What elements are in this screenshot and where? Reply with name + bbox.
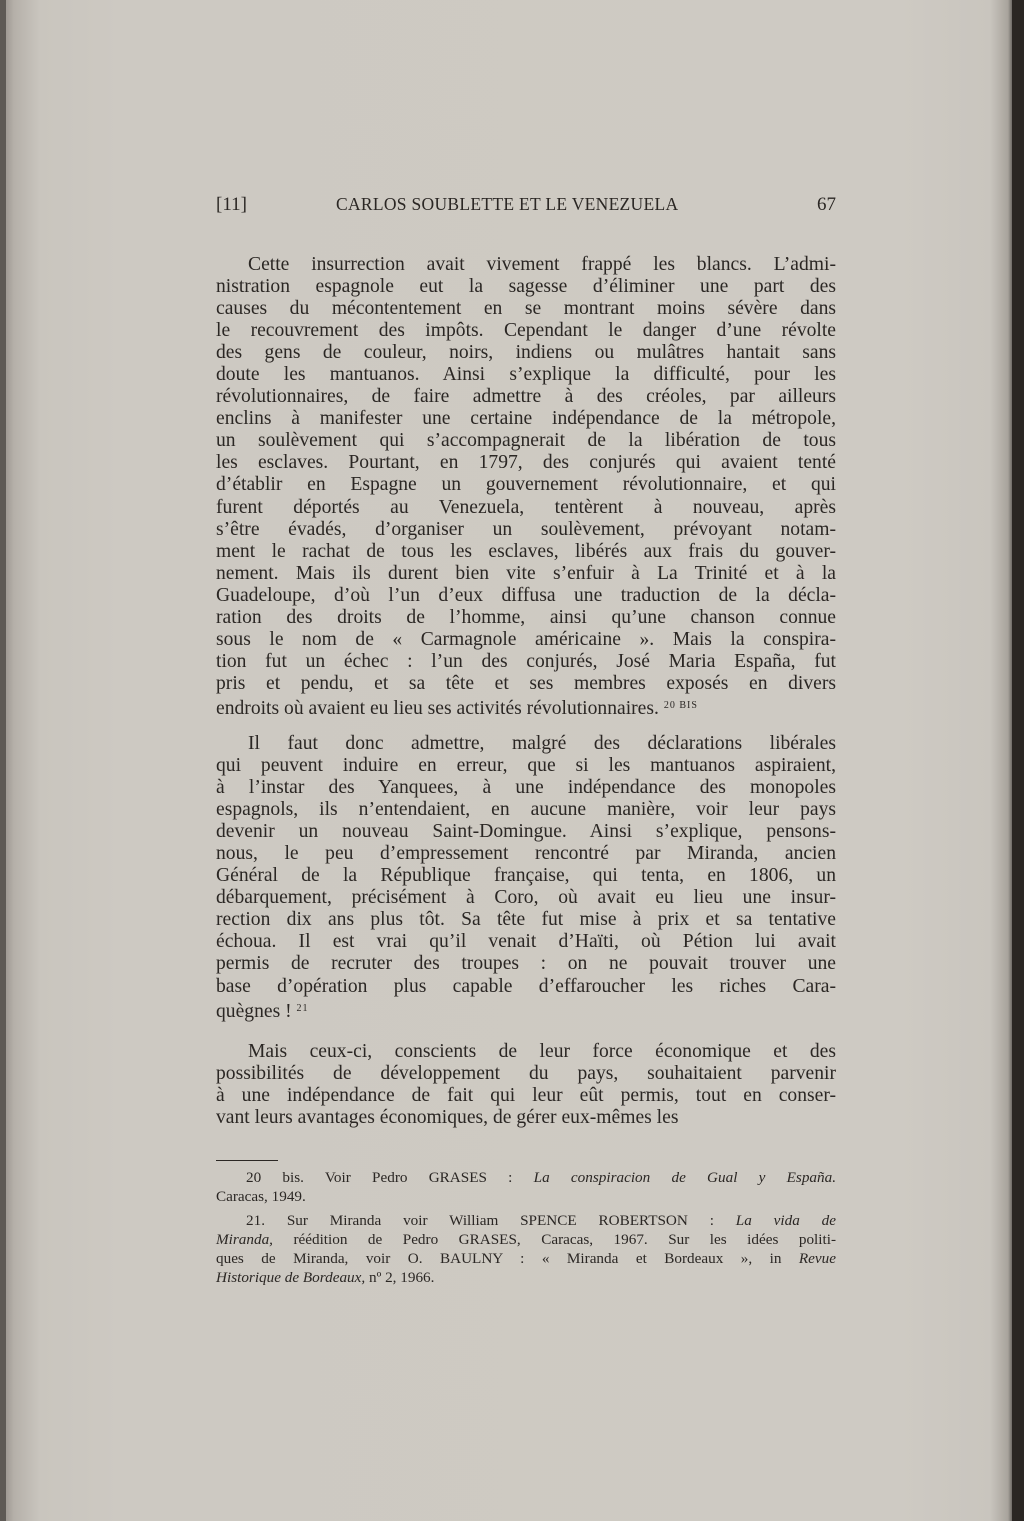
- text-line: [216, 651, 836, 673]
- text-line: [216, 452, 836, 474]
- text-line: [216, 408, 836, 430]
- line-text: causes du mécontentement en se montrant moins sévère dans: [216, 298, 836, 320]
- line-text: débarquement, précisément à Coro, où avait eu lieu une insur-: [216, 887, 836, 909]
- line-text: possibilités de développement du pays, souhaitaient parvenir: [216, 1063, 836, 1085]
- line-text: base d’opération plus capable d’effaroucher les riches Cara-: [216, 975, 836, 997]
- text-line: [216, 342, 836, 364]
- text-line: [216, 909, 836, 931]
- line-text: échoua. Il est vrai qu’il venait d’Haïti, où Pétion lui avait: [216, 931, 836, 953]
- footnote-rule: [216, 1160, 278, 1161]
- text-line: [216, 953, 836, 975]
- line-text: vant leurs avantages économiques, de gérer eux-mêmes les: [216, 1107, 679, 1129]
- text-line: [216, 474, 836, 496]
- line-text: permis de recruter des troupes : on ne pouvait trouver une: [216, 953, 836, 975]
- line-text: Guadeloupe, d’où l’un d’eux diffusa une traduction de la décla-: [216, 584, 836, 606]
- line-text: Mais ceux-ci, conscients de leur force économique et des: [248, 1041, 836, 1062]
- text-line: [216, 733, 836, 755]
- text-line: [216, 755, 836, 777]
- line-text: furent déportés au Venezuela, tentèrent à nouveau, après: [216, 496, 836, 518]
- text-line: [216, 320, 836, 342]
- text-line: [216, 931, 836, 953]
- text-line: [216, 1107, 836, 1129]
- footnote-title: La conspiracion de Gual y España.: [533, 1169, 837, 1186]
- text-line: [216, 976, 836, 998]
- line-text: devenir un nouveau Saint-Domingue. Ainsi s’explique, pensons-: [216, 821, 836, 843]
- text-line: [216, 887, 836, 909]
- footnote-title: Revue: [798, 1250, 836, 1267]
- line-text: à l’instar des Yanquees, à une indépendance des monopoles: [216, 777, 836, 799]
- footnote-21: [216, 1211, 836, 1287]
- footnote-text: ques de Miranda, voir O. BAULNY : « Miranda et Bordeaux », in: [216, 1250, 799, 1267]
- text-line: [216, 799, 836, 821]
- text-line: [216, 430, 836, 452]
- text-line: [216, 821, 836, 843]
- text-line: [216, 541, 836, 563]
- line-text: pris et pendu, et sa tête et ses membres exposés en divers: [216, 672, 836, 694]
- text-line: [216, 298, 836, 320]
- text-line: [216, 777, 836, 799]
- footnote-20bis: [216, 1168, 836, 1206]
- text-line: [216, 276, 836, 298]
- footnote-title: Miranda,: [216, 1231, 273, 1248]
- footnote-text: Caracas, 1949.: [216, 1188, 306, 1205]
- footnote-text: nº 2, 1966.: [365, 1269, 435, 1286]
- line-text: qui peuvent induire en erreur, que si les mantuanos aspiraient,: [216, 755, 836, 777]
- line-text: Il faut donc admettre, malgré des déclarations libérales: [248, 733, 836, 754]
- footnote-title: Historique de Bordeaux,: [216, 1269, 366, 1286]
- line-text: tion fut un échec : l’un des conjurés, José Maria España, fut: [216, 650, 836, 672]
- text-line: [216, 607, 836, 629]
- footnote-text: 20 bis. Voir Pedro GRASES :: [246, 1169, 534, 1186]
- paragraph-1: [216, 254, 836, 717]
- footnote-reference: 20 BIS: [663, 699, 698, 711]
- line-text: quègnes !: [216, 1000, 292, 1022]
- page-number: 67: [817, 194, 836, 215]
- paragraph-2: [216, 733, 836, 1020]
- line-text: espagnols, ils n’entendaient, en aucune manière, voir leur pays: [216, 799, 836, 821]
- line-text: les esclaves. Pourtant, en 1797, des conjurés qui avaient tenté: [216, 452, 836, 474]
- line-text: s’être évadés, d’organiser un soulèvement, prévoyant notam-: [216, 518, 836, 540]
- line-text: rection dix ans plus tôt. Sa tête fut mise à prix et sa tentative: [216, 909, 836, 931]
- running-header: [216, 194, 836, 224]
- line-text: à une indépendance de fait qui leur eût permis, tout en conser-: [216, 1085, 836, 1107]
- text-line: [216, 1063, 836, 1085]
- line-text: nistration espagnole eut la sagesse d’éliminer une part des: [216, 276, 836, 298]
- line-text: un soulèvement qui s’accompagnerait de la libération de tous: [216, 430, 836, 452]
- text-line: [216, 629, 836, 651]
- text-line: [216, 585, 836, 607]
- text-line: [216, 998, 836, 1020]
- line-text: ration des droits de l’homme, ainsi qu’une chanson connue: [216, 606, 836, 628]
- line-text: Général de la République française, qui tenta, en 1806, un: [216, 865, 836, 887]
- footnote-text: réédition de Pedro GRASES, Caracas, 1967. Sur les idées politi-: [272, 1231, 836, 1248]
- footnote-title: La vida de: [735, 1212, 836, 1229]
- text-line: [216, 673, 836, 695]
- line-text: des gens de couleur, noirs, indiens ou mulâtres hantait sans: [216, 342, 836, 364]
- text-line: [216, 563, 836, 585]
- line-text: nement. Mais ils durent bien vite s’enfuir à La Trinité et à la: [216, 562, 836, 584]
- text-line: [216, 865, 836, 887]
- paragraph-3: [216, 1041, 836, 1129]
- line-text: d’établir en Espagne un gouvernement révolutionnaire, et qui: [216, 474, 836, 496]
- section-number: [11]: [216, 194, 247, 215]
- footnote-text: 21. Sur Miranda voir William SPENCE ROBERTSON :: [246, 1212, 736, 1229]
- text-line: [216, 386, 836, 408]
- text-line: [216, 695, 836, 717]
- line-text: révolutionnaires, de faire admettre à des créoles, par ailleurs: [216, 386, 836, 408]
- text-line: [216, 254, 836, 276]
- line-text: endroits où avaient eu lieu ses activités révolutionnaires.: [216, 697, 659, 719]
- line-text: doute les mantuanos. Ainsi s’explique la difficulté, pour les: [216, 364, 836, 386]
- line-text: enclins à manifester une certaine indépendance de la métropole,: [216, 408, 836, 430]
- line-text: ment le rachat de tous les esclaves, libérés aux frais du gouver-: [216, 540, 836, 562]
- line-text: le recouvrement des impôts. Cependant le danger d’une révolte: [216, 320, 836, 342]
- text-line: [216, 519, 836, 541]
- text-line: [216, 497, 836, 519]
- line-text: Cette insurrection avait vivement frappé les blancs. L’admi-: [248, 254, 836, 275]
- text-line: [216, 1041, 836, 1063]
- text-line: [216, 1085, 836, 1107]
- line-text: sous le nom de « Carmagnole américaine ». Mais la conspira-: [216, 628, 836, 650]
- line-text: nous, le peu d’empressement rencontré par Miranda, ancien: [216, 843, 836, 865]
- text-line: [216, 843, 836, 865]
- binding-gutter: [0, 0, 6, 1521]
- text-line: [216, 364, 836, 386]
- running-title: CARLOS SOUBLETTE ET LE VENEZUELA: [336, 194, 679, 214]
- footnote-reference: 21: [296, 1002, 309, 1014]
